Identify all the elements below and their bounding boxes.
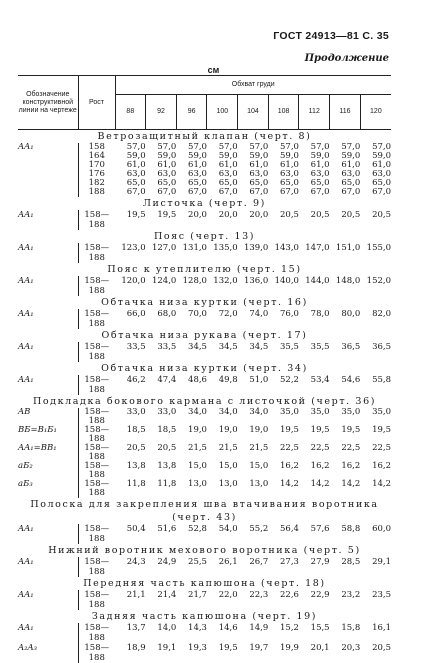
value-cell: 155,0 [366, 243, 391, 253]
value-cell: 56,4 [280, 524, 299, 534]
value-cell: 13,7 [126, 623, 146, 633]
value-cell: 20,5 [372, 210, 391, 220]
height-cell: 158—188 [78, 375, 115, 395]
height-cell: 158—188 [78, 309, 115, 329]
value-cell: 57,0 [341, 142, 361, 152]
value-cell: 34,5 [249, 342, 269, 352]
value-cell: 59,0 [218, 151, 238, 161]
section-title: Пояс к утеплителю (черт. 15) [107, 264, 302, 275]
table-row [18, 188, 391, 197]
value-cell: 76,0 [280, 309, 299, 319]
value-cell: 148,0 [335, 276, 361, 286]
line-label: AA₁ [18, 524, 34, 534]
value-cell: 67,0 [372, 187, 391, 197]
value-cell: 15,5 [310, 623, 330, 633]
continuation-label: Продолжение [304, 53, 389, 64]
value-cell: 33,0 [126, 407, 146, 417]
table-row [18, 590, 391, 610]
line-label [18, 161, 78, 170]
value-cell: 19,0 [188, 425, 207, 435]
value-cell: 33,5 [126, 342, 146, 352]
value-cell: 63,0 [341, 169, 361, 179]
value-cell: 61,0 [157, 160, 177, 170]
table-row [18, 426, 391, 444]
value-cell: 22,5 [310, 443, 330, 453]
height-cell: 188 [78, 188, 115, 197]
value-cell: 13,0 [188, 479, 207, 489]
value-cell: 67,0 [218, 187, 238, 197]
line-label: AA₁=BB₁ [18, 443, 57, 453]
value-cell: 59,0 [188, 151, 207, 161]
section-title: Нижний воротник мехового воротника (черт. 5) [48, 545, 361, 556]
value-cell: 15,0 [249, 461, 269, 471]
value-cell: 19,0 [249, 425, 269, 435]
value-cell: 22,5 [280, 443, 299, 453]
section-title: Подкладка бокового кармана с листочкой (черт. 36) [32, 396, 377, 407]
table-row [18, 643, 391, 663]
value-cell: 123,0 [121, 243, 146, 253]
value-cell: 65,0 [310, 178, 330, 188]
height-cell: 158—188 [78, 643, 115, 663]
value-cell: 140,0 [274, 276, 299, 286]
height-cell: 158—188 [78, 480, 115, 498]
value-cell: 57,0 [310, 142, 330, 152]
value-cell: 144,0 [305, 276, 330, 286]
value-cell: 19,3 [188, 643, 207, 653]
value-cell: 127,0 [151, 243, 177, 253]
value-cell: 47,4 [157, 375, 177, 385]
value-cell: 80,0 [341, 309, 361, 319]
value-cell: 33,0 [157, 407, 177, 417]
size-header-88: 88 [115, 95, 146, 130]
value-cell: 55,8 [372, 375, 391, 385]
height-cell: 164 [78, 152, 115, 161]
value-cell: 21,1 [126, 590, 146, 600]
line-label: A₂A₃ [18, 643, 38, 653]
table-row [18, 444, 391, 462]
value-cell: 19,5 [341, 425, 361, 435]
value-cell: 15,8 [341, 623, 361, 633]
value-cell: 48,6 [188, 375, 207, 385]
value-cell: 15,2 [280, 623, 299, 633]
value-cell: 61,0 [249, 160, 269, 170]
value-cell: 82,0 [372, 309, 391, 319]
value-cell: 52,8 [188, 524, 207, 534]
value-cell: 22,0 [218, 590, 238, 600]
value-cell: 59,0 [310, 151, 330, 161]
value-cell: 19,7 [249, 643, 269, 653]
value-cell: 24,3 [126, 557, 146, 567]
line-label: aБ₂ [18, 461, 33, 471]
value-cell: 21,4 [157, 590, 177, 600]
value-cell: 19,0 [218, 425, 238, 435]
value-cell: 63,0 [188, 169, 207, 179]
table-row [18, 210, 391, 230]
section-title: Листочка (черт. 9) [143, 198, 266, 209]
value-cell: 20,1 [310, 643, 330, 653]
value-cell: 54,6 [341, 375, 361, 385]
value-cell: 20,0 [218, 210, 238, 220]
value-cell: 67,0 [249, 187, 269, 197]
table-row [18, 524, 391, 544]
value-cell: 13,8 [126, 461, 146, 471]
value-cell: 23,2 [341, 590, 361, 600]
value-cell: 11,8 [126, 479, 146, 489]
page-header: ГОСТ 24913—81 С. 35 [273, 30, 389, 42]
line-label [18, 170, 78, 179]
value-cell: 19,1 [157, 643, 177, 653]
value-cell: 20,5 [157, 443, 177, 453]
value-cell: 63,0 [280, 169, 299, 179]
value-cell: 19,5 [280, 425, 299, 435]
value-cell: 61,0 [280, 160, 299, 170]
value-cell: 63,0 [372, 169, 391, 179]
height-cell: 158—188 [78, 462, 115, 480]
value-cell: 35,0 [372, 407, 391, 417]
value-cell: 21,5 [249, 443, 269, 453]
value-cell: 35,0 [280, 407, 299, 417]
value-cell: 72,0 [218, 309, 238, 319]
size-header-96: 96 [176, 95, 207, 130]
line-label: AA₁ [18, 375, 34, 385]
section-title: Пояс (черт. 13) [153, 231, 256, 242]
value-cell: 57,0 [126, 142, 146, 152]
table-row [18, 623, 391, 643]
value-cell: 13,8 [157, 461, 177, 471]
value-cell: 65,0 [157, 178, 177, 188]
height-cell: 158—188 [78, 557, 115, 577]
measurements-table [18, 75, 391, 663]
units-label: см [207, 65, 220, 75]
value-cell: 59,0 [249, 151, 269, 161]
value-cell: 59,0 [341, 151, 361, 161]
value-cell: 51,6 [157, 524, 177, 534]
height-cell: 158 [78, 143, 115, 152]
value-cell: 14,3 [188, 623, 207, 633]
value-cell: 14,6 [218, 623, 238, 633]
value-cell: 57,0 [218, 142, 238, 152]
value-cell: 22,6 [280, 590, 299, 600]
value-cell: 21,5 [218, 443, 238, 453]
value-cell: 36,5 [372, 342, 391, 352]
value-cell: 132,0 [213, 276, 238, 286]
height-cell: 158—188 [78, 276, 115, 296]
height-cell: 158—188 [78, 408, 115, 426]
value-cell: 67,0 [341, 187, 361, 197]
value-cell: 14,9 [249, 623, 269, 633]
value-cell: 67,0 [157, 187, 177, 197]
line-label: AA₁ [18, 342, 34, 352]
value-cell: 152,0 [366, 276, 391, 286]
value-cell: 27,3 [280, 557, 299, 567]
value-cell: 19,9 [280, 643, 299, 653]
value-cell: 57,0 [280, 142, 299, 152]
value-cell: 61,0 [341, 160, 361, 170]
value-cell: 65,0 [249, 178, 269, 188]
table-row [18, 309, 391, 329]
size-header-104: 104 [238, 95, 269, 130]
section-title: Задняя часть капюшона (черт. 19) [91, 611, 318, 622]
section-title: Обтачка низа рукава (черт. 17) [101, 330, 308, 341]
size-header-92: 92 [146, 95, 177, 130]
designation-header: Обозначение конструктивной линии на чертеже [18, 76, 78, 130]
value-cell: 63,0 [249, 169, 269, 179]
line-label: AB [18, 407, 31, 417]
table-head [18, 76, 391, 130]
value-cell: 35,5 [280, 342, 299, 352]
value-cell: 34,5 [188, 342, 207, 352]
value-cell: 35,0 [341, 407, 361, 417]
value-cell: 59,0 [157, 151, 177, 161]
value-cell: 20,5 [341, 210, 361, 220]
value-cell: 22,9 [310, 590, 330, 600]
height-cell: 158—188 [78, 623, 115, 643]
value-cell: 16,2 [280, 461, 299, 471]
line-label [18, 152, 78, 161]
value-cell: 20,5 [310, 210, 330, 220]
value-cell: 25,5 [188, 557, 207, 567]
value-cell: 34,0 [218, 407, 238, 417]
section-title: Полоска для закрепления шва втачивания воротника (черт. 43) [30, 499, 379, 523]
value-cell: 16,1 [372, 623, 391, 633]
line-label [18, 188, 78, 197]
value-cell: 61,0 [310, 160, 330, 170]
value-cell: 136,0 [243, 276, 269, 286]
value-cell: 29,1 [372, 557, 391, 567]
value-cell: 52,2 [280, 375, 299, 385]
size-header-112: 112 [299, 95, 330, 130]
value-cell: 65,0 [372, 178, 391, 188]
value-cell: 14,2 [280, 479, 299, 489]
table-row [18, 243, 391, 263]
value-cell: 15,0 [218, 461, 238, 471]
value-cell: 59,0 [280, 151, 299, 161]
value-cell: 68,0 [157, 309, 177, 319]
section-title: Передняя часть капюшона (черт. 18) [83, 578, 326, 589]
value-cell: 59,0 [372, 151, 391, 161]
value-cell: 28,5 [341, 557, 361, 567]
value-cell: 34,0 [249, 407, 269, 417]
value-cell: 14,0 [157, 623, 177, 633]
value-cell: 19,5 [126, 210, 146, 220]
height-cell: 158—188 [78, 590, 115, 610]
value-cell: 18,5 [157, 425, 177, 435]
value-cell: 61,0 [188, 160, 207, 170]
section-title: Обтачка низа куртки (черт. 16) [101, 297, 308, 308]
value-cell: 143,0 [274, 243, 299, 253]
line-label [18, 179, 78, 188]
value-cell: 35,5 [310, 342, 330, 352]
size-header-116: 116 [330, 95, 361, 130]
value-cell: 26,1 [218, 557, 238, 567]
value-cell: 57,0 [157, 142, 177, 152]
size-header-108: 108 [268, 95, 299, 130]
value-cell: 78,0 [310, 309, 330, 319]
value-cell: 151,0 [335, 243, 361, 253]
height-cell: 158—188 [78, 524, 115, 544]
value-cell: 34,5 [218, 342, 238, 352]
height-cell: 182 [78, 179, 115, 188]
value-cell: 67,0 [280, 187, 299, 197]
value-cell: 66,0 [126, 309, 146, 319]
value-cell: 13,0 [218, 479, 238, 489]
value-cell: 49,8 [218, 375, 238, 385]
value-cell: 46,2 [126, 375, 146, 385]
value-cell: 14,2 [372, 479, 391, 489]
value-cell: 131,0 [182, 243, 207, 253]
chest-header: Обхват груди [115, 76, 391, 95]
height-cell: 158—188 [78, 342, 115, 362]
section-title: Ветрозащитный клапан (черт. 8) [97, 131, 312, 142]
value-cell: 65,0 [188, 178, 207, 188]
height-cell: 176 [78, 170, 115, 179]
value-cell: 33,5 [157, 342, 177, 352]
value-cell: 36,5 [341, 342, 361, 352]
value-cell: 16,2 [310, 461, 330, 471]
value-cell: 74,0 [249, 309, 269, 319]
size-header-120: 120 [360, 95, 391, 130]
value-cell: 19,5 [218, 643, 238, 653]
value-cell: 13,0 [249, 479, 269, 489]
value-cell: 54,0 [218, 524, 238, 534]
value-cell: 55,2 [249, 524, 269, 534]
line-label: AA₁ [18, 142, 34, 152]
value-cell: 139,0 [243, 243, 269, 253]
height-cell: 158—188 [78, 210, 115, 230]
value-cell: 19,5 [157, 210, 177, 220]
value-cell: 22,5 [341, 443, 361, 453]
value-cell: 67,0 [310, 187, 330, 197]
value-cell: 20,5 [372, 643, 391, 653]
height-cell: 158—188 [78, 426, 115, 444]
line-label: AA₁ [18, 276, 34, 286]
value-cell: 124,0 [151, 276, 177, 286]
line-label: AA₁ [18, 309, 34, 319]
value-cell: 20,0 [249, 210, 269, 220]
value-cell: 70,0 [188, 309, 207, 319]
value-cell: 22,5 [372, 443, 391, 453]
value-cell: 61,0 [126, 160, 146, 170]
value-cell: 61,0 [218, 160, 238, 170]
table-row [18, 557, 391, 577]
value-cell: 22,3 [249, 590, 269, 600]
value-cell: 63,0 [126, 169, 146, 179]
value-cell: 61,0 [372, 160, 391, 170]
value-cell: 34,0 [188, 407, 207, 417]
line-label: BБ=B₁Б₁ [18, 425, 57, 435]
section-title: Обтачка низа куртки (черт. 34) [101, 363, 308, 374]
table-row [18, 375, 391, 395]
value-cell: 11,8 [157, 479, 177, 489]
height-header: Рост [78, 76, 115, 130]
value-cell: 19,5 [372, 425, 391, 435]
table-row [18, 480, 391, 498]
value-cell: 18,5 [126, 425, 146, 435]
value-cell: 67,0 [126, 187, 146, 197]
value-cell: 63,0 [310, 169, 330, 179]
line-label: AA₁ [18, 210, 34, 220]
value-cell: 21,5 [188, 443, 207, 453]
value-cell: 51,0 [249, 375, 269, 385]
value-cell: 27,9 [310, 557, 330, 567]
line-label: AA₁ [18, 243, 34, 253]
value-cell: 16,2 [341, 461, 361, 471]
value-cell: 57,0 [372, 142, 391, 152]
value-cell: 120,0 [121, 276, 146, 286]
line-label: AA₁ [18, 557, 34, 567]
value-cell: 128,0 [182, 276, 207, 286]
line-label: AA₁ [18, 590, 34, 600]
table-row [18, 276, 391, 296]
value-cell: 65,0 [218, 178, 238, 188]
value-cell: 60,0 [372, 524, 391, 534]
table-row [18, 342, 391, 362]
value-cell: 53,4 [310, 375, 330, 385]
value-cell: 20,0 [188, 210, 207, 220]
table-row [18, 462, 391, 480]
value-cell: 14,2 [341, 479, 361, 489]
value-cell: 19,5 [310, 425, 330, 435]
value-cell: 135,0 [213, 243, 238, 253]
value-cell: 58,8 [341, 524, 361, 534]
table-row [18, 408, 391, 426]
height-cell: 158—188 [78, 243, 115, 263]
value-cell: 67,0 [188, 187, 207, 197]
value-cell: 50,4 [126, 524, 146, 534]
value-cell: 57,6 [310, 524, 330, 534]
value-cell: 23,5 [372, 590, 391, 600]
value-cell: 26,7 [249, 557, 269, 567]
value-cell: 35,0 [310, 407, 330, 417]
value-cell: 14,2 [310, 479, 330, 489]
value-cell: 63,0 [218, 169, 238, 179]
value-cell: 65,0 [280, 178, 299, 188]
value-cell: 21,7 [188, 590, 207, 600]
value-cell: 16,2 [372, 461, 391, 471]
size-header-100: 100 [207, 95, 238, 130]
line-label: AA₁ [18, 623, 34, 633]
value-cell: 15,0 [188, 461, 207, 471]
value-cell: 20,3 [341, 643, 361, 653]
value-cell: 57,0 [188, 142, 207, 152]
value-cell: 63,0 [157, 169, 177, 179]
value-cell: 20,5 [280, 210, 299, 220]
line-label: aБ₃ [18, 479, 33, 489]
value-cell: 20,5 [126, 443, 146, 453]
value-cell: 59,0 [126, 151, 146, 161]
value-cell: 147,0 [305, 243, 330, 253]
value-cell: 57,0 [249, 142, 269, 152]
height-cell: 170 [78, 161, 115, 170]
value-cell: 24,9 [157, 557, 177, 567]
value-cell: 65,0 [341, 178, 361, 188]
value-cell: 18,9 [126, 643, 146, 653]
value-cell: 65,0 [126, 178, 146, 188]
height-cell: 158—188 [78, 444, 115, 462]
